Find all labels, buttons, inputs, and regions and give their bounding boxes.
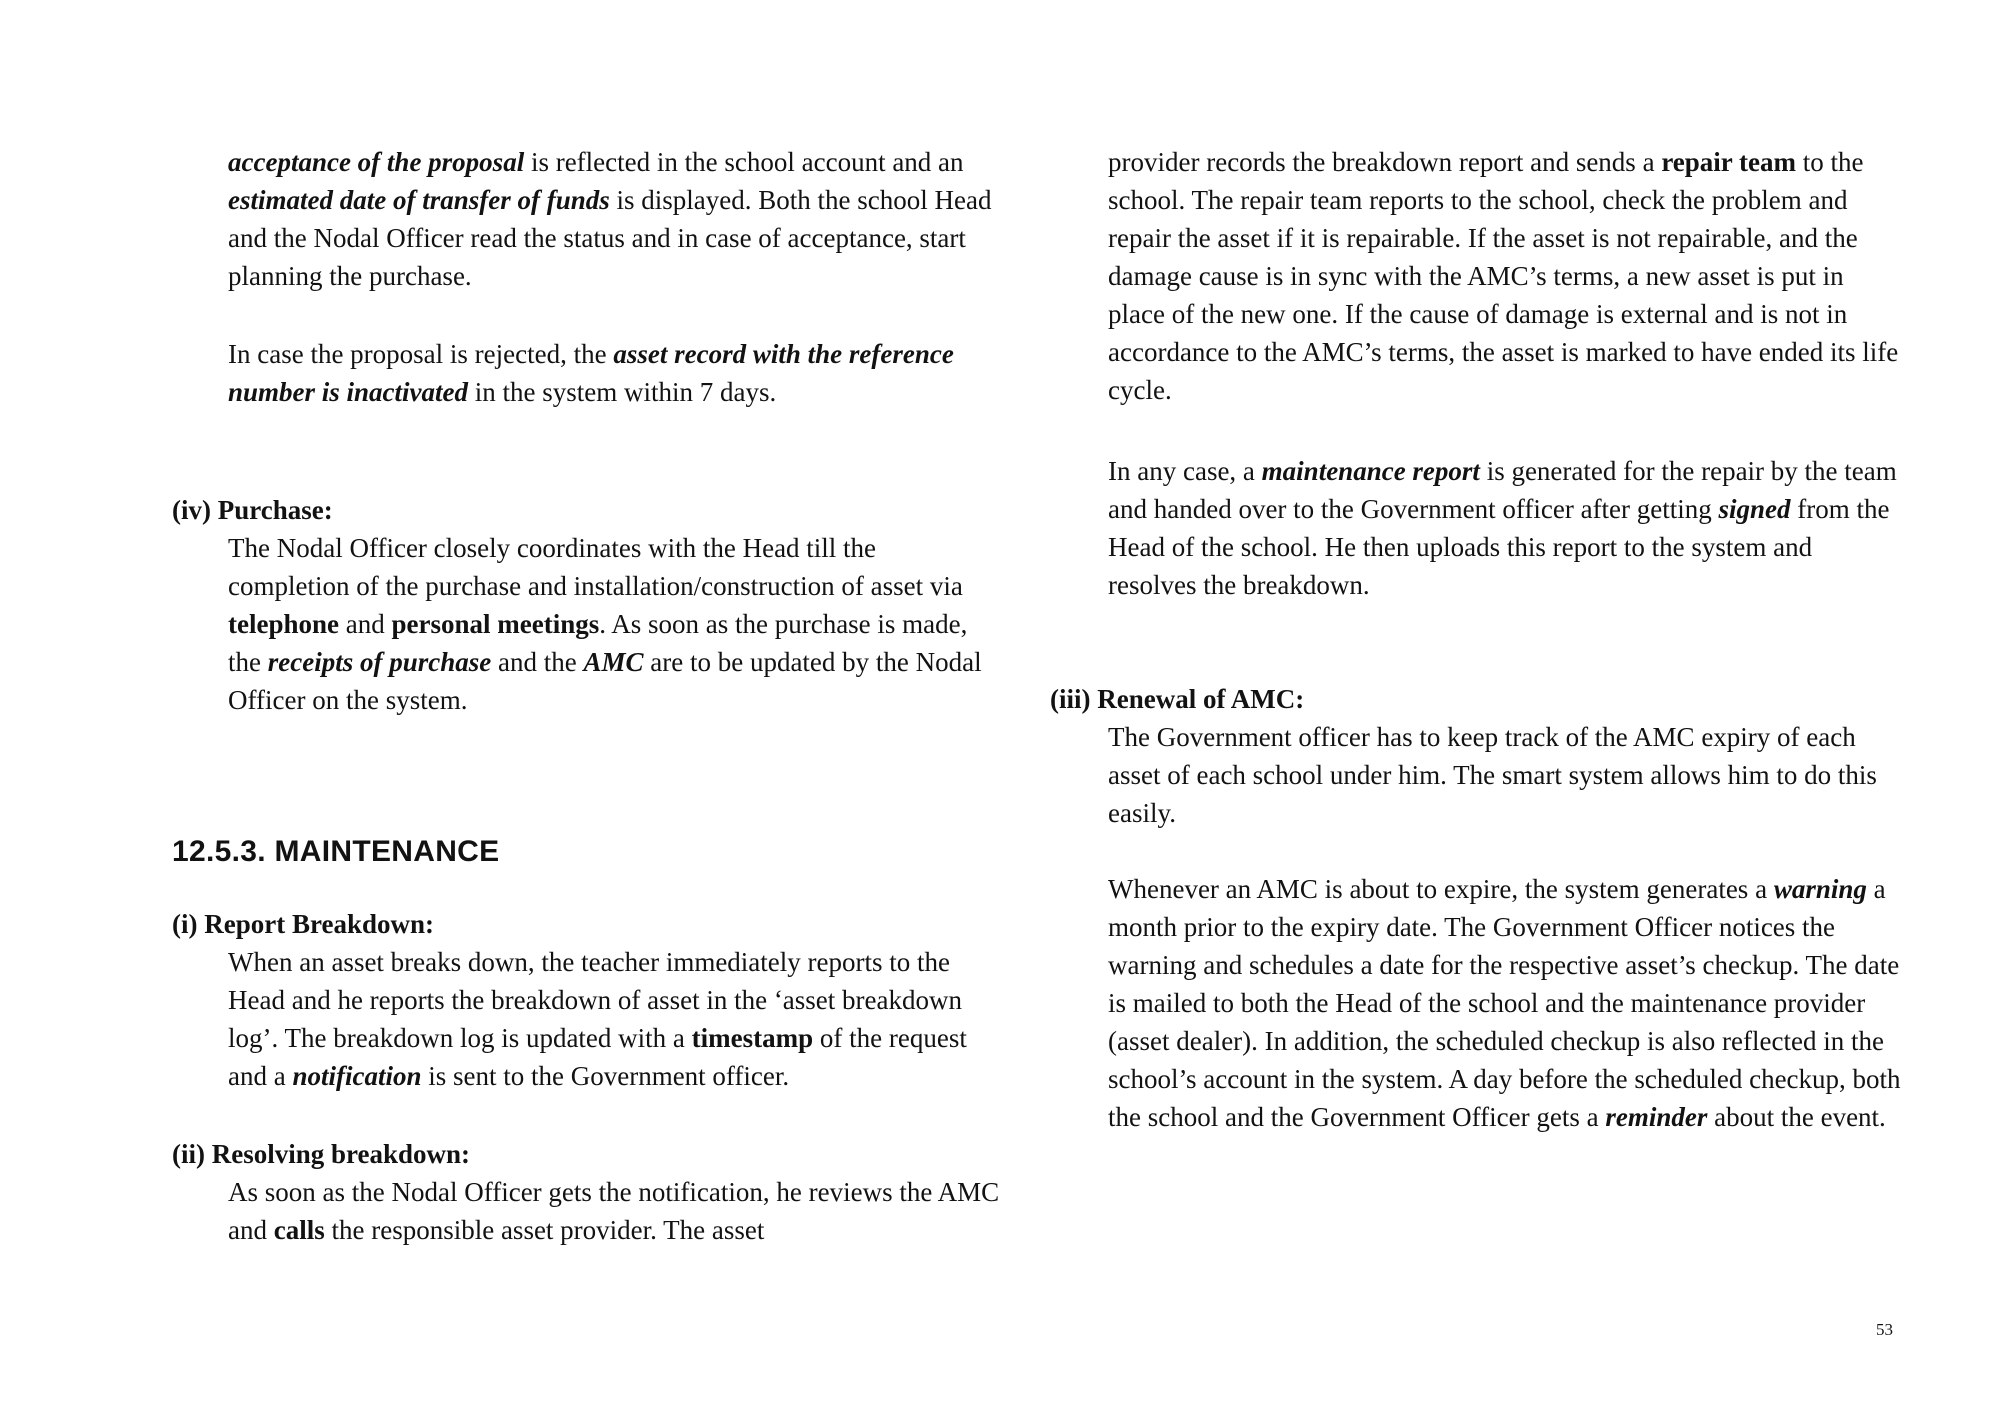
resolving-breakdown-heading: (ii) Resolving breakdown: [172,1139,471,1169]
maintenance-report-paragraph: In any case, a maintenance report is generated for the repair by the team and handed over to the Government officer after getting signed from the Head of the school. He then uploads this report to the system and resolves the breakdown. [1108,456,1897,600]
page-number: 53 [1876,1320,1893,1339]
rejection-paragraph: In case the proposal is rejected, the asset record with the reference number is inactivated in the system within 7 days. [228,339,954,407]
acceptance-paragraph: acceptance of the proposal is reflected in the school account and an estimated date of transfer of funds is displayed. Both the school Head and the Nodal Officer read the status and in case of acceptance, start planning the purchase. [228,147,992,291]
renewal-intro-paragraph: The Government officer has to keep track of the AMC expiry of each asset of each school under him. The smart system allows him to do this easily. [1108,722,1877,828]
resolving-breakdown-paragraph: As soon as the Nodal Officer gets the notification, he reviews the AMC and calls the responsible asset provider. The asset [228,1177,1000,1245]
report-breakdown-paragraph: When an asset breaks down, the teacher immediately reports to the Head and he reports the breakdown of asset in the ‘asset breakdown log’. The breakdown log is updated with a timestamp of the request and a notification is sent to the Government officer. [228,947,967,1091]
maintenance-section-heading: 12.5.3. MAINTENANCE [172,835,500,868]
purchase-paragraph: The Nodal Officer closely coordinates with the Head till the completion of the purchase and installation/construction of asset via telephone and personal meetings. As soon as the purchase is made, the receipts of purchase and the AMC are to be updated by the Nodal Officer on the system. [228,533,982,715]
report-breakdown-heading: (i) Report Breakdown: [172,909,434,939]
renewal-of-amc-heading: (iii) Renewal of AMC: [1050,684,1305,714]
repair-team-paragraph: provider records the breakdown report and sends a repair team to the school. The repair team reports to the school, check the problem and repair the asset if it is repairable. If the asset is not repairable, and the damage cause is in sync with the AMC’s terms, a new asset is put in place of the new one. If the cause of damage is external and is not in accordance to the AMC’s terms, the asset is marked to have ended its life cycle. [1108,147,1899,405]
purchase-heading: (iv) Purchase: [172,495,333,525]
renewal-warning-paragraph: Whenever an AMC is about to expire, the system generates a warning a month prior to the expiry date. The Government Officer notices the warning and schedules a date for the respective asset’s checkup. The date is mailed to both the Head of the school and the maintenance provider (asset dealer). In addition, the scheduled checkup is also reflected in the school’s account in the system. A day before the scheduled checkup, both the school and the Government Officer gets a reminder about the event. [1108,874,1901,1132]
right-column [1050,143,1905,1136]
left-column [172,143,1000,1249]
